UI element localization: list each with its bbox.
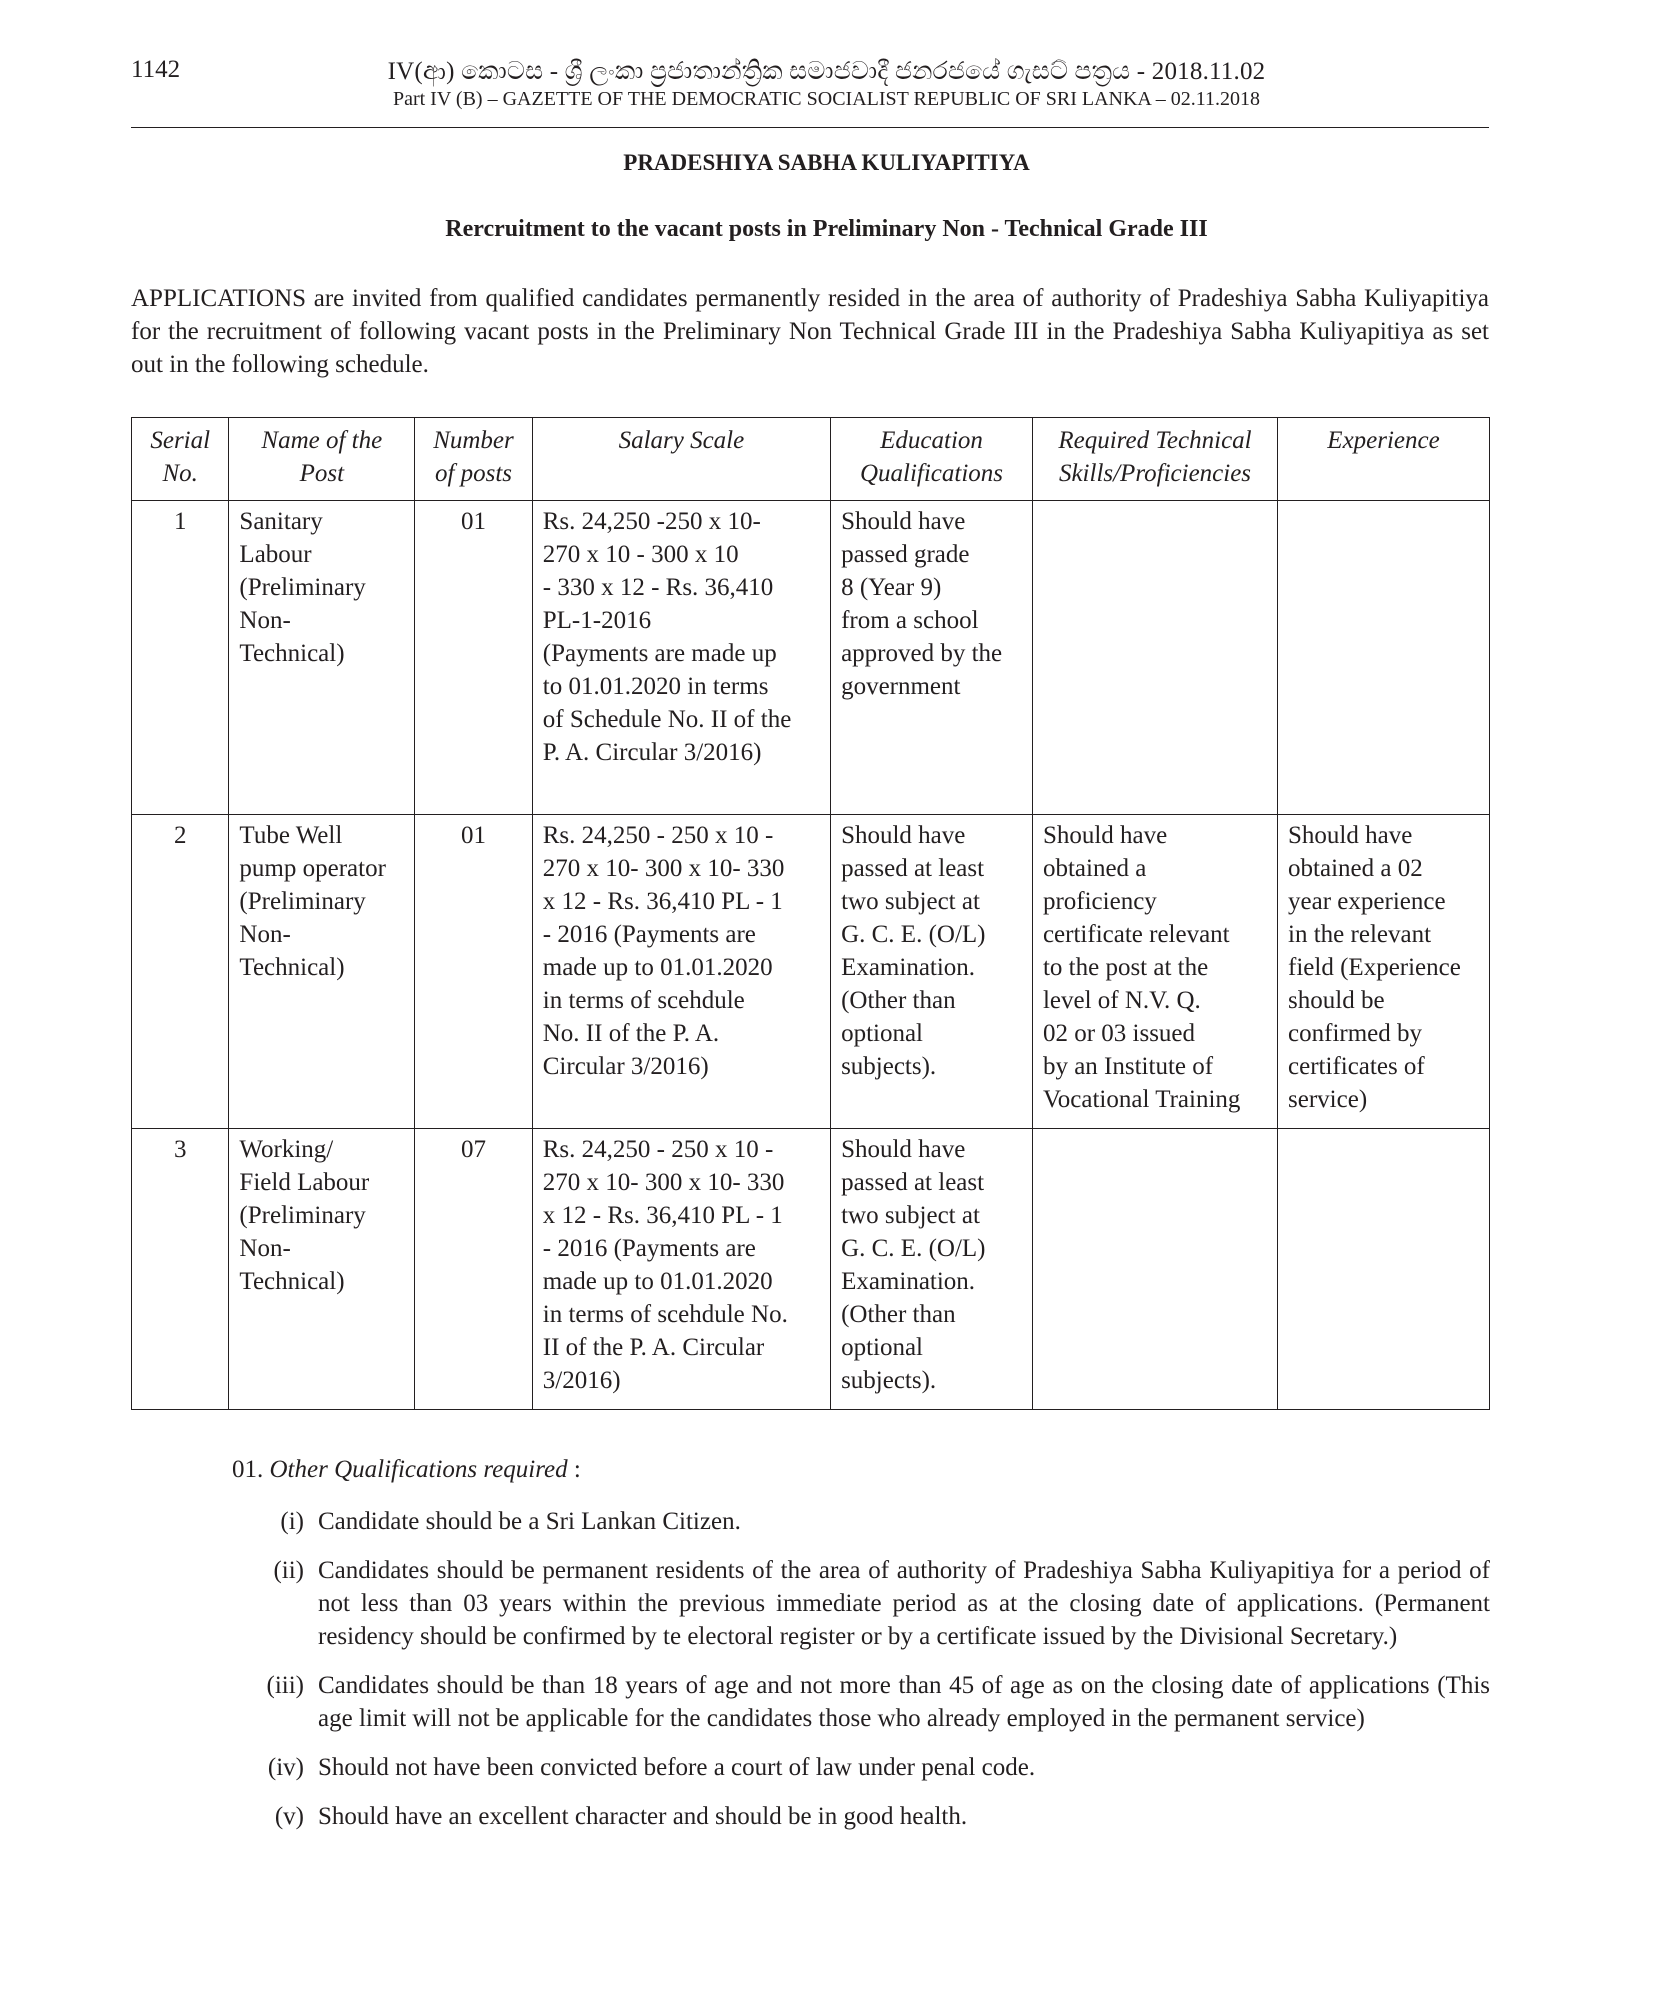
- cell-count: 01: [415, 815, 533, 1129]
- section-label: Other Qualifications required: [269, 1456, 568, 1483]
- section-label-suffix: :: [567, 1456, 581, 1483]
- other-qualifications-heading: [232, 1456, 581, 1484]
- cell-salary: Rs. 24,250 - 250 x 10 - 270 x 10- 300 x 10- 330 x 12 - Rs. 36,410 PL - 1 - 2016 (Payments are made up to 01.01.2020 in terms of scehdule No. II of the P. A. Circular 3/2016): [532, 815, 830, 1129]
- notice-title: PRADESHIYA SABHA KULIYAPITIYA: [623, 150, 1030, 175]
- cell-salary: Rs. 24,250 - 250 x 10 - 270 x 10- 300 x 10- 330 x 12 - Rs. 36,410 PL - 1 - 2016 (Payments are made up to 01.01.2020 in terms of scehdule No. II of the P. A. Circular 3/2016): [532, 1129, 830, 1410]
- cell-education: Should have passed grade 8 (Year 9) from a school approved by the government: [831, 501, 1033, 815]
- list-item-number: (iii): [266, 1672, 304, 1699]
- table-row: [132, 815, 1490, 1129]
- list-item-text: Candidates should be permanent residents of the area of authority of Pradeshiya Sabha Kuliyapitiya for a period of not less than 03 years within the previous immediate period as at the closing date of applications. (Permanent residency should be confirmed by te electoral register or by a certificate issued by the Divisional Secretary.): [318, 1557, 1490, 1650]
- header-salary-scale: Salary Scale: [532, 418, 830, 501]
- cell-skills: [1032, 1129, 1277, 1410]
- cell-experience: [1278, 1129, 1490, 1410]
- list-item: [230, 1505, 1490, 1538]
- cell-education: Should have passed at least two subject at G. C. E. (O/L) Examination. (Other than optional subjects).: [831, 815, 1033, 1129]
- cell-skills: [1032, 501, 1277, 815]
- list-item-text: Candidate should be a Sri Lankan Citizen.: [318, 1508, 741, 1535]
- cell-serial: 1: [132, 501, 229, 815]
- cell-salary: Rs. 24,250 -250 x 10- 270 x 10 - 300 x 10 - 330 x 12 - Rs. 36,410 PL-1-2016 (Payments are made up to 01.01.2020 in terms of Schedule No. II of the P. A. Circular 3/2016): [532, 501, 830, 815]
- header-experience: Experience: [1278, 418, 1490, 501]
- recruitment-schedule-table: [131, 417, 1490, 1410]
- cell-experience: [1278, 501, 1490, 815]
- cell-education: Should have passed at least two subject at G. C. E. (O/L) Examination. (Other than optional subjects).: [831, 1129, 1033, 1410]
- header-technical-skills: Required Technical Skills/Proficiencies: [1032, 418, 1277, 501]
- other-qualifications-list: [230, 1505, 1490, 1849]
- cell-serial: 3: [132, 1129, 229, 1410]
- list-item: [230, 1751, 1490, 1784]
- header-education: Education Qualifications: [831, 418, 1033, 501]
- list-item: [230, 1669, 1490, 1735]
- cell-post: Tube Well pump operator (Preliminary Non- Technical): [229, 815, 415, 1129]
- cell-experience: Should have obtained a 02 year experience in the relevant field (Experience should be confirmed by certificates of service): [1278, 815, 1490, 1129]
- table-row: [132, 501, 1490, 815]
- list-item: [230, 1800, 1490, 1833]
- notice-subtitle: Rercruitment to the vacant posts in Preliminary Non - Technical Grade III: [445, 216, 1208, 242]
- header-divider: [131, 127, 1489, 128]
- list-item: [230, 1554, 1490, 1653]
- cell-serial: 2: [132, 815, 229, 1129]
- gazette-header-sinhala: IV(ආ) කොටස - ශ්‍රී ලංකා ප්‍රජාතාන්ත්‍රික සමාජවාදී ජනරජයේ ගැසට් පත්‍රය - 2018.11.02: [387, 58, 1266, 85]
- cell-skills: Should have obtained a proficiency certificate relevant to the post at the level of N.V. Q. 02 or 03 issued by an Institute of Vocational Training: [1032, 815, 1277, 1129]
- table-header-row: [132, 418, 1490, 501]
- table-row: [132, 1129, 1490, 1410]
- cell-post: Working/ Field Labour (Preliminary Non- Technical): [229, 1129, 415, 1410]
- list-item-number: (ii): [273, 1557, 304, 1584]
- cell-post: Sanitary Labour (Preliminary Non- Technical): [229, 501, 415, 815]
- list-item-number: (i): [280, 1508, 304, 1535]
- list-item-text: Should have an excellent character and should be in good health.: [318, 1803, 968, 1830]
- list-item-number: (v): [274, 1803, 304, 1830]
- header-number-of-posts: Number of posts: [415, 418, 533, 501]
- intro-paragraph: APPLICATIONS are invited from qualified candidates permanently resided in the area of authority of Pradeshiya Sabha Kuliyapitiya for the recruitment of following vacant posts in the Preliminary Non Technical Grade III in the Pradeshiya Sabha Kuliyapitiya as set out in the following schedule.: [131, 285, 1489, 378]
- page-number: 1142: [131, 56, 181, 83]
- list-item-number: (iv): [267, 1754, 304, 1781]
- header-serial-no: Serial No.: [132, 418, 229, 501]
- cell-count: 01: [415, 501, 533, 815]
- cell-count: 07: [415, 1129, 533, 1410]
- header-post-name: Name of the Post: [229, 418, 415, 501]
- section-number: 01.: [232, 1456, 264, 1483]
- list-item-text: Should not have been convicted before a court of law under penal code.: [318, 1754, 1036, 1781]
- gazette-header-english: Part IV (B) – GAZETTE OF THE DEMOCRATIC SOCIALIST REPUBLIC OF SRI LANKA – 02.11.2018: [392, 88, 1261, 110]
- list-item-text: Candidates should be than 18 years of age and not more than 45 of age as on the closing date of applications (This age limit will not be applicable for the candidates those who already employed in the permanent service): [318, 1672, 1490, 1732]
